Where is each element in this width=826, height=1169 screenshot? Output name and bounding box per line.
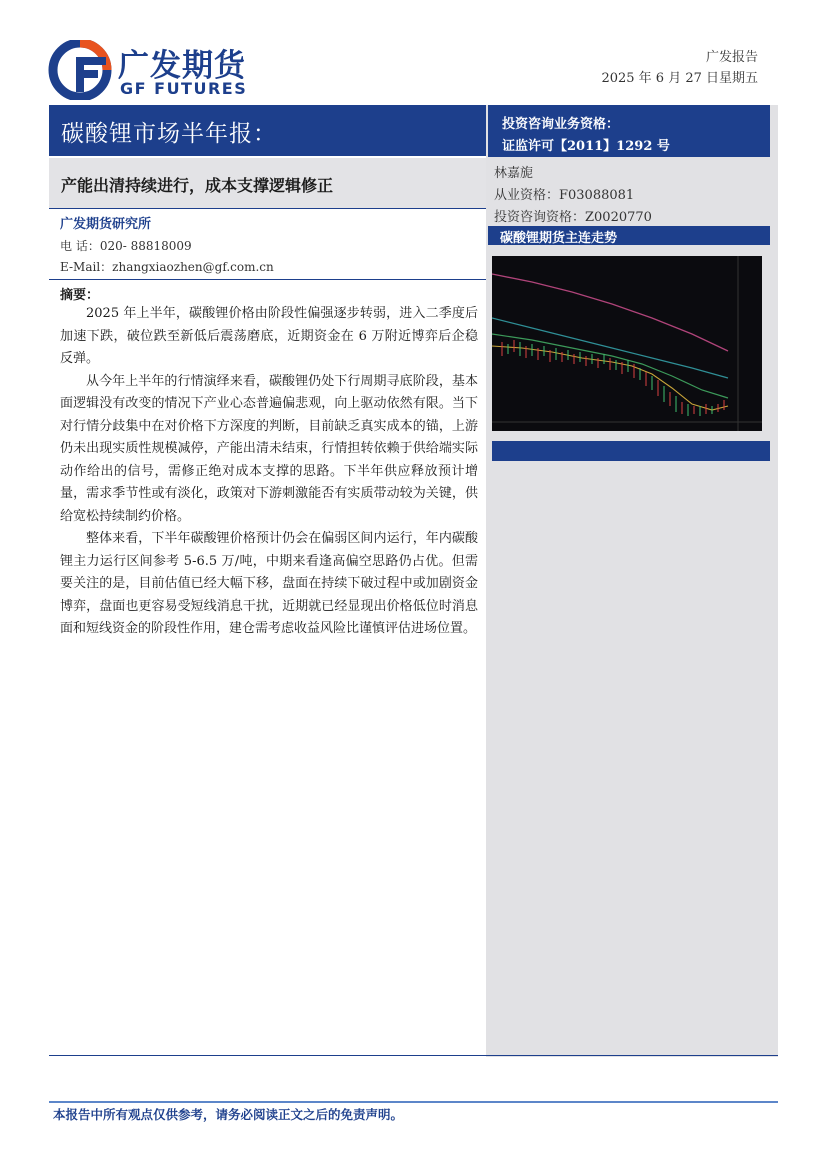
analyst-name: 林嘉旎 [494, 166, 534, 181]
summary-paragraph: 整体来看，下半年碳酸锂价格预计仍会在偏弱区间内运行，年内碳酸锂主力运行区间参考 5-6.5 万/吨，中期来看逢高偏空思路仍占优。但需要关注的是，目前估值已经大幅下移，盘面在持续下破过程中或加剧资金博弈，盘面也更容易受短线消息干扰，近期就已经显现出价格低位时消息面和短线资金的阶段性作用，建仓需考虑收益风险比谨慎评估进场位置。 [60, 531, 478, 636]
contact-phone: 电 话：020- 88818009 [60, 239, 192, 253]
summary-paragraph: 2025 年上半年，碳酸锂价格由阶段性偏强逐步转弱，进入二季度后加速下跌，破位跌至新低后震荡磨底，近期资金在 6 万附近博弈后企稳反弹。 [60, 306, 478, 366]
qualification-box [488, 105, 770, 157]
contact-email[interactable]: E-Mail：zhangxiaozhen@gf.com.cn [60, 260, 274, 274]
report-type: 广发报告 [705, 50, 758, 65]
logo-text-cn: 广发期货 [118, 48, 246, 84]
analyst-advisory-cert: 投资咨询资格：Z0020770 [494, 210, 652, 225]
divider [49, 208, 486, 209]
logo-text-en: GF FUTURES [120, 79, 248, 98]
footer-divider [49, 1101, 778, 1103]
footer-disclaimer: 本报告中所有观点仅供参考，请务必阅读正文之后的免责声明。 [53, 1107, 404, 1122]
footer-divider [49, 1055, 778, 1056]
divider [49, 279, 486, 280]
price-chart-graphic [492, 256, 762, 431]
qualification-license: 证监许可【2011】1292 号 [502, 139, 670, 154]
price-chart-image [492, 256, 762, 431]
subtitle-bar [49, 158, 486, 208]
chart-source-bar [492, 441, 770, 461]
chart-title-bar [488, 226, 770, 245]
summary-heading: 摘要： [60, 288, 100, 303]
institute-name: 广发期货研究所 [60, 217, 152, 232]
qualification-label: 投资咨询业务资格： [502, 117, 620, 132]
summary-body [60, 303, 478, 641]
summary-paragraph: 从今年上半年的行情演绎来看，碳酸锂仍处下行周期寻底阶段，基本面逻辑没有改变的情况下产业心态普遍偏悲观，向上驱动依然有限。当下对行情分歧集中在对价格下方深度的判断，目前缺乏真实成本的锚，上游仍未出现实质性规模减停，产能出清未结束，行情担转依赖于供给端实际动作给出的信号，需修正绝对成本支撑的思路。下半年供应释放预计增量，需求季节性或有淡化，政策对下游刺激能否有实质带动较为关键，供给宽松持续制约价格。 [60, 373, 478, 524]
page-subtitle: 产能出清持续进行，成本支撑逻辑修正 [61, 176, 334, 195]
report-date: 2025 年 6 月 27 日星期五 [601, 71, 758, 86]
sidebar-panel [486, 105, 778, 1057]
chart-title: 碳酸锂期货主连走势 [500, 231, 618, 246]
gf-logo-icon [48, 40, 114, 100]
analyst-practice-cert: 从业资格：F03088081 [494, 188, 635, 203]
page-title: 碳酸锂市场半年报： [61, 121, 277, 147]
title-bar [49, 105, 486, 156]
